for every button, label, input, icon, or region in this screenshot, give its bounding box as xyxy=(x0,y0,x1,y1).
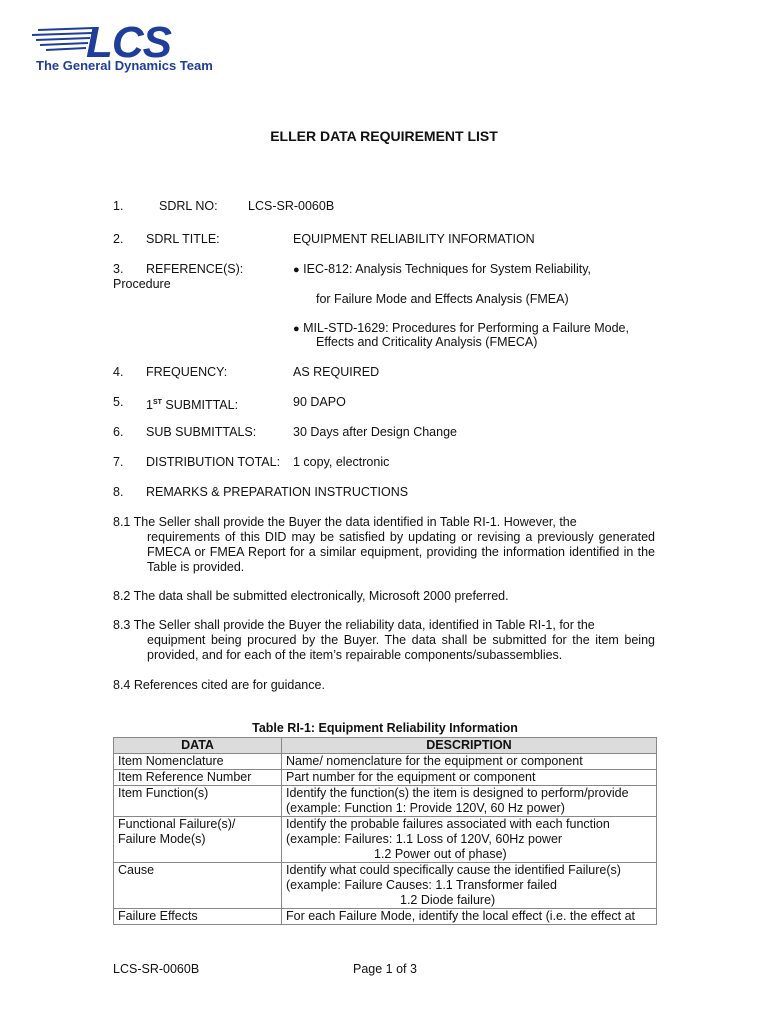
item3-number: 3. xyxy=(113,262,124,276)
item5-label xyxy=(146,395,238,413)
page-title: ELLER DATA REQUIREMENT LIST xyxy=(270,128,498,144)
item3-label: REFERENCE(S): xyxy=(146,262,244,276)
reference-1-line-b: for Failure Mode and Effects Analysis (FMEA) xyxy=(316,292,569,306)
item3-label-wrap: Procedure xyxy=(113,277,171,291)
bullet-icon: ● xyxy=(293,264,300,276)
item2-value: EQUIPMENT RELIABILITY INFORMATION xyxy=(293,232,535,246)
description-line: (example: Failures: 1.1 Loss of 120V, 60Hz power xyxy=(286,832,563,846)
table-row xyxy=(114,770,657,786)
item5-label-ordinal: 1 xyxy=(146,398,153,413)
table-caption: Table RI-1: Equipment Reliability Information xyxy=(252,721,518,735)
paragraph-8-3-rest: equipment being procured by the Buyer. The data shall be submitted for the item being provided, and for each of the item’s repairable components/subassemblies. xyxy=(147,633,655,662)
table-cell-description xyxy=(282,863,657,909)
reference-1-line-a: IEC-812: Analysis Techniques for System Reliability, xyxy=(303,262,592,276)
table-header-data: DATA xyxy=(114,738,282,754)
description-line: Identify what could specifically cause the identified Failure(s) xyxy=(286,863,621,877)
item4-value: AS REQUIRED xyxy=(293,365,380,379)
bullet-icon: ● xyxy=(293,323,300,335)
description-line: Name/ nomenclature for the equipment or component xyxy=(286,754,583,768)
table-cell-description xyxy=(282,817,657,863)
table-cell-data: Item Nomenclature xyxy=(114,754,282,770)
table-cell-description xyxy=(282,786,657,817)
company-logo xyxy=(30,18,230,78)
item5-value: 90 DAPO xyxy=(293,395,346,409)
item7-value: 1 copy, electronic xyxy=(293,455,390,469)
item6-label: SUB SUBMITTALS: xyxy=(146,425,257,439)
paragraph-8-2: 8.2 The data shall be submitted electronically, Microsoft 2000 preferred. xyxy=(113,589,509,603)
paragraph-8-4: 8.4 References cited are for guidance. xyxy=(113,678,325,692)
table-header-row xyxy=(114,738,657,754)
item5-number: 5. xyxy=(113,395,124,409)
logo-wordmark: LCS xyxy=(86,18,171,67)
item7-label: DISTRIBUTION TOTAL: xyxy=(146,455,281,469)
table-row xyxy=(114,817,657,863)
item8-label: REMARKS & PREPARATION INSTRUCTIONS xyxy=(146,485,409,499)
table-cell-data: Item Function(s) xyxy=(114,786,282,817)
item2-label: SDRL TITLE: xyxy=(146,232,220,246)
paragraph-8-3 xyxy=(113,618,655,663)
item4-number: 4. xyxy=(113,365,124,379)
reliability-table xyxy=(113,737,657,925)
paragraph-8-1 xyxy=(113,515,655,575)
logo-tagline: The General Dynamics Team xyxy=(36,58,213,73)
item1-number: 1. xyxy=(113,199,124,213)
reference-2-line-a: MIL-STD-1629: Procedures for Performing a Failure Mode, xyxy=(303,321,629,335)
footer-page-number: Page 1 of 3 xyxy=(353,962,417,976)
paragraph-8-3-first-line: 8.3 The Seller shall provide the Buyer the reliability data, identified in Table RI-1, for the xyxy=(113,618,595,632)
description-line: For each Failure Mode, identify the local effect (i.e. the effect at xyxy=(286,909,636,923)
table-cell-data: Failure Effects xyxy=(114,909,282,925)
item5-label-superscript: ST xyxy=(152,399,162,406)
table-cell-description xyxy=(282,909,657,925)
table-row xyxy=(114,909,657,925)
item6-number: 6. xyxy=(113,425,124,439)
table-row xyxy=(114,786,657,817)
table-cell-data: Functional Failure(s)/ Failure Mode(s) xyxy=(114,817,282,863)
table-cell-description xyxy=(282,770,657,786)
item1-label: SDRL NO: xyxy=(159,199,218,213)
reference-1 xyxy=(293,262,591,278)
item8-number: 8. xyxy=(113,485,124,499)
item5-label-text: SUBMITTAL: xyxy=(161,398,239,413)
description-line: (example: Failure Causes: 1.1 Transformer failed xyxy=(286,878,557,892)
paragraph-8-1-first-line: 8.1 The Seller shall provide the Buyer the data identified in Table RI-1. However, the xyxy=(113,515,577,529)
table-cell-description xyxy=(282,754,657,770)
description-line: 1.2 Diode failure) xyxy=(400,893,496,907)
item7-number: 7. xyxy=(113,455,124,469)
footer-document-id: LCS-SR-0060B xyxy=(113,962,200,976)
table-cell-data: Item Reference Number xyxy=(114,770,282,786)
item2-number: 2. xyxy=(113,232,124,246)
table-cell-data: Cause xyxy=(114,863,282,909)
description-line: Part number for the equipment or component xyxy=(286,770,536,784)
table-row xyxy=(114,754,657,770)
item1-value: LCS-SR-0060B xyxy=(248,199,335,213)
item6-value: 30 Days after Design Change xyxy=(293,425,457,439)
description-line: Identify the function(s) the item is designed to perform/provide xyxy=(286,786,629,800)
description-line: (example: Function 1: Provide 120V, 60 Hz power) xyxy=(286,801,565,815)
table-row xyxy=(114,863,657,909)
description-line: Identify the probable failures associated with each function xyxy=(286,817,610,831)
table-header-description: DESCRIPTION xyxy=(282,738,657,754)
item4-label: FREQUENCY: xyxy=(146,365,228,379)
reference-2-line-b: Effects and Criticality Analysis (FMECA) xyxy=(316,335,538,349)
paragraph-8-1-rest: requirements of this DID may be satisfied by updating or revising a previously generated FMECA or FMEA Report for a similar equipment, providing the information identified in the Table is provided. xyxy=(147,530,655,574)
description-line: 1.2 Power out of phase) xyxy=(374,847,507,861)
